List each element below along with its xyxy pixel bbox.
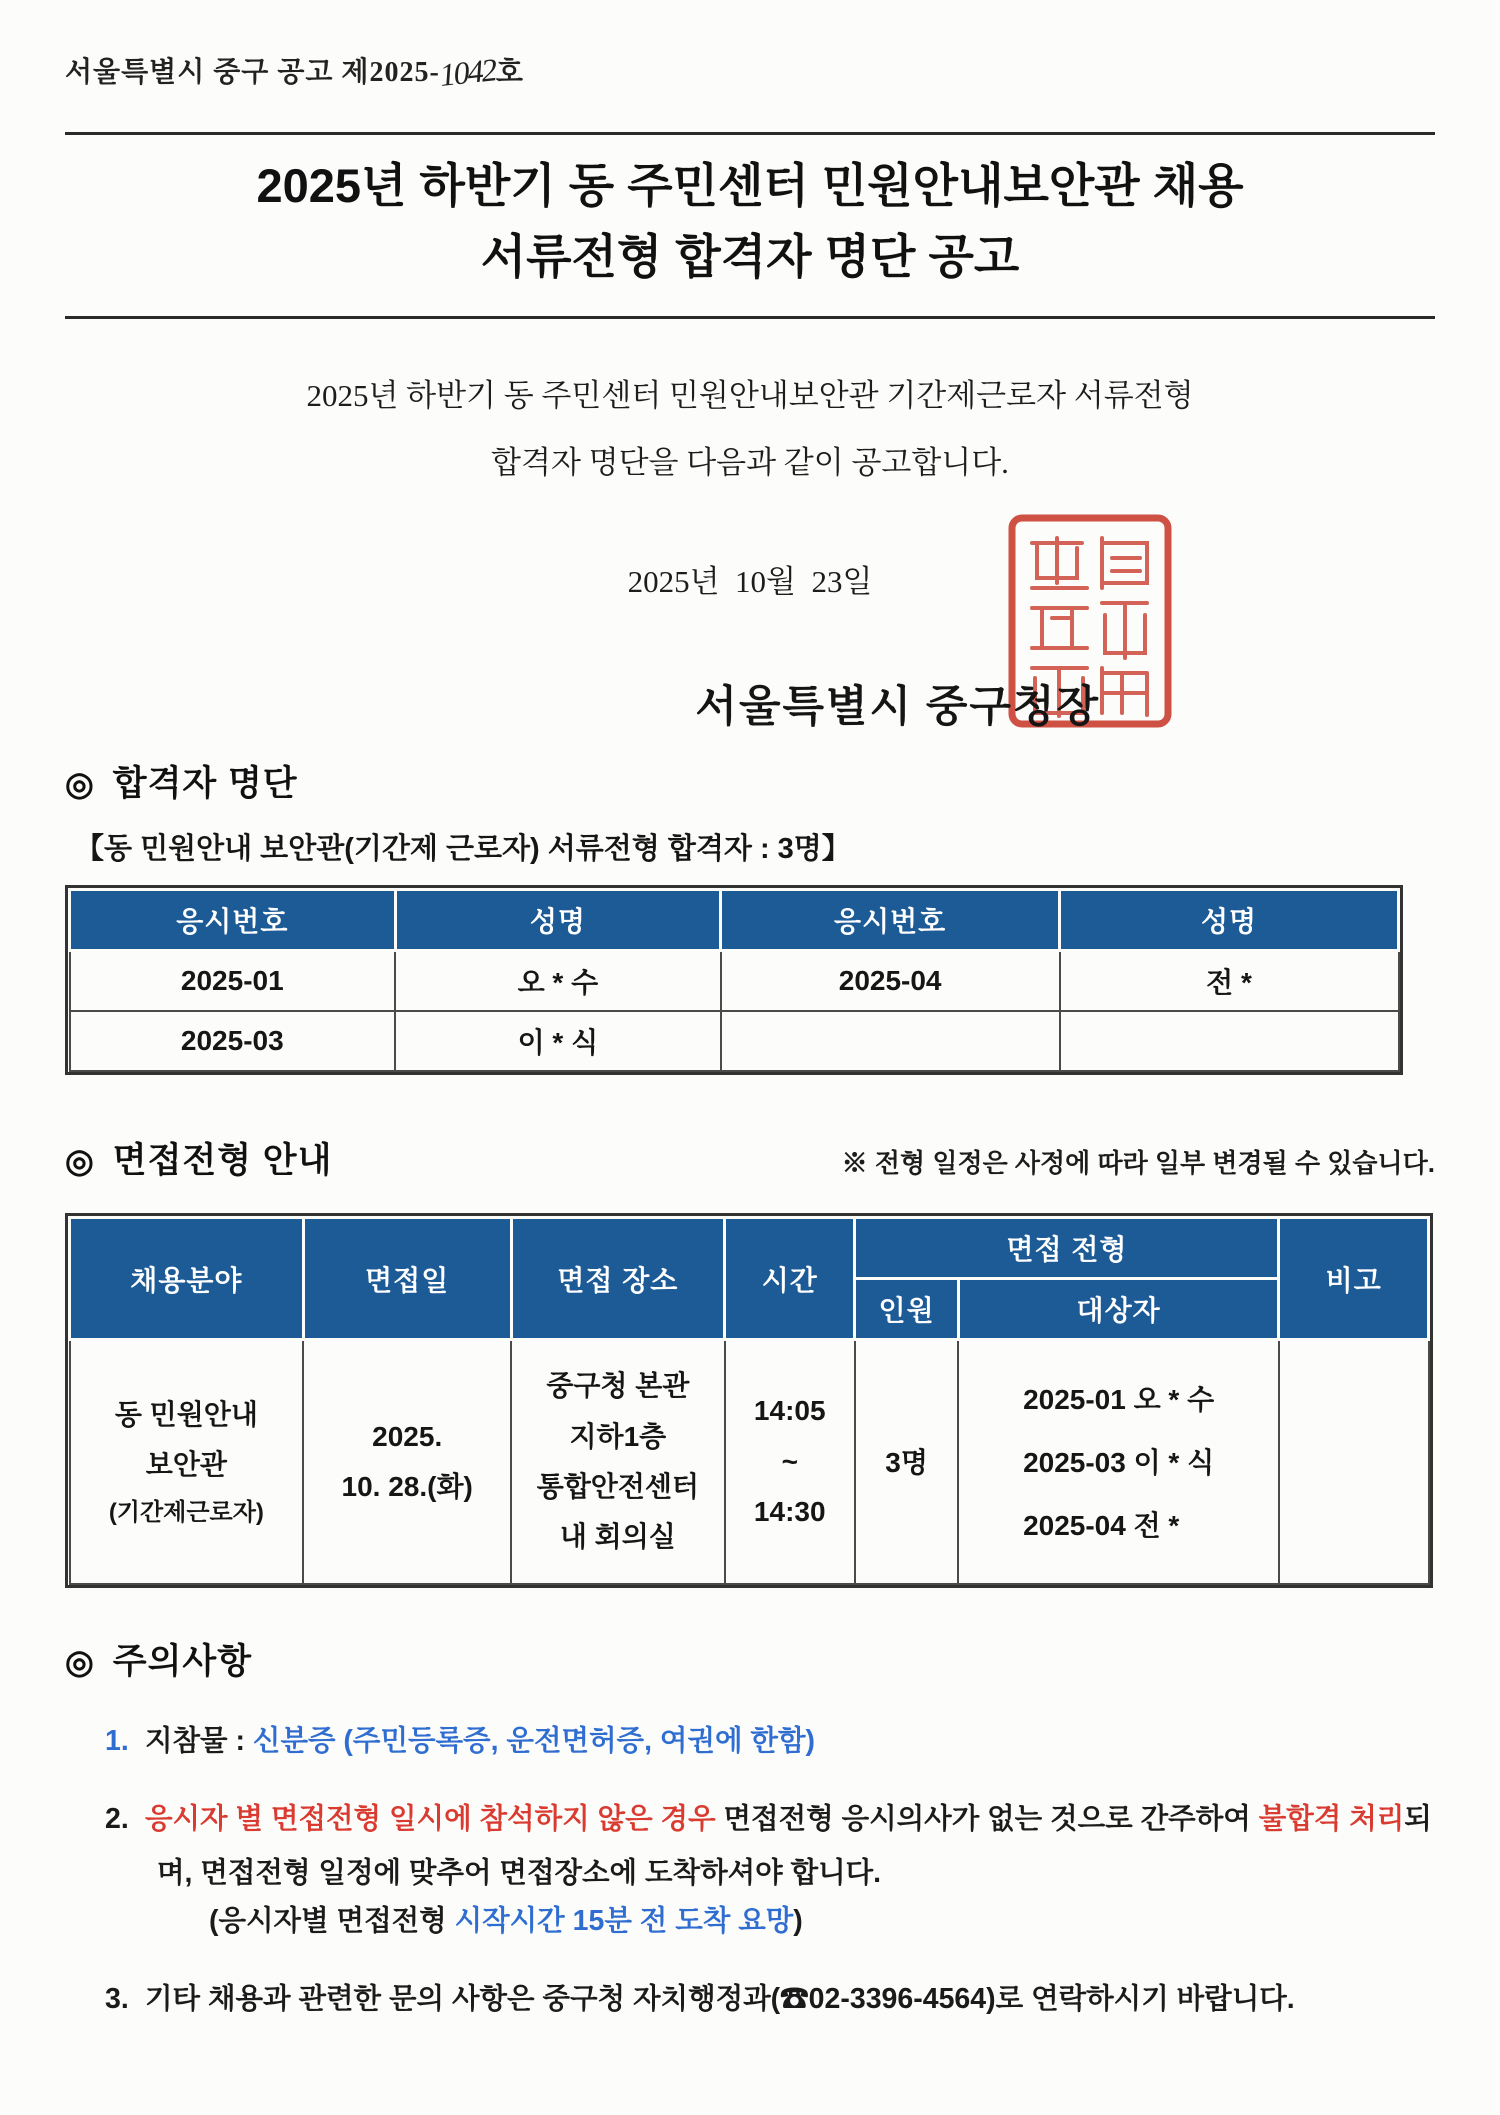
interview-date-line: 2025. <box>372 1420 443 1452</box>
cell-interview-date <box>303 1340 511 1584</box>
section-bullet-icon: ◎ <box>65 1142 95 1180</box>
table-row <box>70 1340 1429 1584</box>
schedule-change-note: ※ 전형 일정은 사정에 따라 일부 변경될 수 있습니다. <box>841 1148 1435 1179</box>
interview-table <box>65 1213 1433 1588</box>
header-headcount: 인원 <box>855 1279 958 1340</box>
list-item <box>105 1972 1435 2026</box>
item1-label: 지참물 : <box>145 1724 253 1757</box>
interview-table-header <box>70 1218 1429 1340</box>
time-line: 14:30 <box>753 1496 826 1528</box>
signer-row <box>65 631 1435 756</box>
pass-header-name-2: 성명 <box>1060 890 1399 951</box>
header-targets: 대상자 <box>958 1279 1279 1340</box>
section-title-interview: 면접전형 안내 <box>112 1141 333 1181</box>
pass-header-name-1: 성명 <box>395 890 721 951</box>
pass-header-appno-2: 응시번호 <box>721 890 1060 951</box>
intro-line-1: 2025년 하반기 동 주민센터 민원안내보안관 기간제근로자 서류전형 <box>306 378 1194 413</box>
recruit-field-line: 동 민원안내 <box>114 1399 258 1431</box>
section-title-pass-list: 합격자 명단 <box>112 764 298 804</box>
pass-list-table <box>65 885 1403 1075</box>
pass-cell-name: 이 * 식 <box>395 1011 721 1071</box>
interview-place-line: 내 회의실 <box>559 1521 676 1553</box>
announcement-date: 2025년 10월 23일 <box>627 564 873 600</box>
list-item <box>105 1792 1435 1948</box>
section-heading-interview <box>65 1133 332 1183</box>
cell-interview-place <box>511 1340 724 1584</box>
item-number: 1. <box>105 1724 129 1757</box>
paren-open: (응시자별 면접전형 <box>209 1905 455 1938</box>
item-number: 2. <box>105 1802 129 1835</box>
pass-cell-appno: 2025-03 <box>70 1011 396 1071</box>
header-interview-place: 면접 장소 <box>511 1218 724 1340</box>
paren-blue-text: 시작시간 15분 전 도착 요망 <box>454 1905 794 1938</box>
list-item <box>105 1714 1435 1768</box>
notice-number-handwritten: 1042 <box>438 50 497 94</box>
time-line: ~ <box>781 1445 798 1477</box>
item2-black-2: 되며, 면접전형 일정에 맞추어 면접장소에 도착하셔야 합니다. <box>157 1802 1432 1890</box>
item1-value: 신분증 (주민등록증, 운전면허증, 여권에 한함) <box>252 1724 815 1757</box>
cell-targets <box>958 1340 1279 1584</box>
item2-red-2: 불합격 처리 <box>1258 1802 1405 1835</box>
item-number: 3. <box>105 1983 129 2016</box>
notice-number <box>65 50 1435 94</box>
cell-recruit-field <box>70 1340 304 1584</box>
cell-time <box>725 1340 855 1584</box>
item2-paren-line <box>157 1894 1435 1948</box>
intro-line-2: 합격자 명단을 다음과 같이 공고합니다. <box>491 444 1009 480</box>
cell-headcount: 3명 <box>855 1340 958 1584</box>
section-heading-caution <box>65 1634 1435 1684</box>
interview-place-line: 지하1층 <box>569 1420 667 1452</box>
interview-place-line: 중구청 본관 <box>546 1370 690 1402</box>
notice-number-suffix: 호 <box>495 57 524 88</box>
item3-text: 기타 채용과 관련한 문의 사항은 중구청 자치행정과(☎02-3396-4564)로 연락하시기 바랍니다. <box>145 1983 1295 2016</box>
pass-table-header <box>70 890 1399 951</box>
header-remarks: 비고 <box>1279 1218 1429 1340</box>
table-row <box>70 951 1399 1012</box>
pass-cell-name: 전 * <box>1060 951 1399 1012</box>
item2-red-1: 응시자 별 면접전형 일시에 참석하지 않은 경우 <box>145 1802 716 1835</box>
time-line: 14:05 <box>753 1395 826 1427</box>
document-title <box>65 132 1435 319</box>
section-heading-pass-list <box>65 756 1435 806</box>
pass-cell-appno: 2025-04 <box>721 951 1060 1012</box>
signer-name: 서울특별시 중구청장 <box>695 684 1100 732</box>
title-line-1: 2025년 하반기 동 주민센터 민원안내보안관 채용 <box>256 159 1244 212</box>
header-time: 시간 <box>725 1218 855 1340</box>
interview-date-line: 10. 28.(화) <box>341 1471 473 1503</box>
section-bullet-icon: ◎ <box>65 1642 95 1680</box>
caution-list <box>65 1714 1435 2027</box>
target-candidate: 2025-03 이 * 식 <box>1023 1446 1215 1478</box>
section-bullet-icon: ◎ <box>65 765 95 803</box>
interview-place-line: 통합안전센터 <box>536 1471 699 1503</box>
recruit-field-line: (기간제근로자) <box>108 1498 264 1526</box>
pass-cell-name <box>1060 1011 1399 1071</box>
target-candidate: 2025-01 오 * 수 <box>1023 1383 1215 1415</box>
intro-paragraph <box>65 363 1435 496</box>
table-row <box>70 1011 1399 1071</box>
target-candidate: 2025-04 전 * <box>1023 1509 1180 1541</box>
item2-black-1: 면접전형 응시의사가 없는 것으로 간주하여 <box>715 1802 1259 1835</box>
header-recruit-field: 채용분야 <box>70 1218 304 1340</box>
section-title-caution: 주의사항 <box>112 1641 253 1681</box>
notice-number-prefix: 서울특별시 중구 공고 제2025- <box>65 57 440 88</box>
pass-cell-appno <box>721 1011 1060 1071</box>
header-interview-date: 면접일 <box>303 1218 511 1340</box>
cell-remarks <box>1279 1340 1429 1584</box>
pass-cell-appno: 2025-01 <box>70 951 396 1012</box>
interview-heading-row <box>65 1133 1435 1183</box>
pass-list-subtitle: 【동 민원안내 보안관(기간제 근로자) 서류전형 합격자 : 3명】 <box>75 833 851 866</box>
recruit-field-line: 보안관 <box>145 1449 227 1481</box>
title-line-2: 서류전형 합격자 명단 공고 <box>480 229 1020 283</box>
pass-cell-name: 오 * 수 <box>395 951 721 1012</box>
paren-close: ) <box>793 1905 803 1938</box>
pass-header-appno-1: 응시번호 <box>70 890 396 951</box>
header-interview-group: 면접 전형 <box>855 1218 1279 1279</box>
